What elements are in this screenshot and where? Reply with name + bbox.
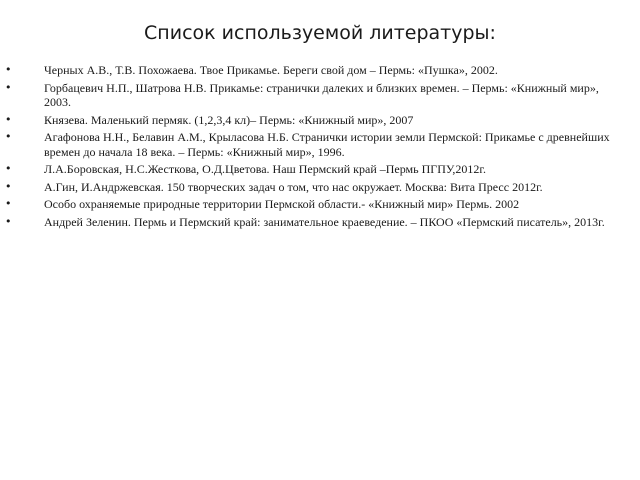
reference-item [0, 197, 610, 212]
bullet-icon: • [5, 214, 12, 228]
bullet-icon: • [5, 80, 12, 94]
slide-title: Список используемой литературы: [144, 22, 496, 44]
reference-text: Черных А.В., Т.В. Похожаева. Твое Прикамье. Береги свой дом – Пермь: «Пушка», 2002. [44, 63, 498, 77]
reference-item [0, 215, 610, 230]
bullet-icon: • [5, 63, 12, 76]
reference-text: Князева. Маленький пермяк. (1,2,3,4 кл)– Пермь: «Книжный мир», 2007 [44, 112, 414, 127]
reference-item [0, 81, 610, 110]
reference-list [0, 63, 610, 232]
reference-text: Андрей Зеленин. Пермь и Пермский край: занимательное краеведение. – ПКОО «Пермский писатель», 2013г. [44, 214, 605, 229]
bullet-icon: • [5, 162, 12, 175]
bullet-icon: • [5, 179, 12, 193]
bullet-icon: • [5, 112, 12, 126]
reference-item [0, 63, 610, 78]
reference-text: Особо охраняемые природные территории Пермской области.- «Книжный мир» Пермь. 2002 [44, 197, 520, 211]
reference-text: А.Гин, И.Андржевская. 150 творческих задач о том, что нас окружает. Москва: Вита Пресс 2012г. [44, 179, 543, 194]
reference-item [0, 180, 610, 195]
bullet-icon: • [5, 130, 12, 143]
reference-item [0, 130, 610, 159]
reference-text: Агафонова Н.Н., Белавин А.М., Крыласова Н.Б. Странички истории земли Пермской: Прикамье с древнейших времен до начала 18 века. – Пермь: «Книжный мир», 1996. [44, 130, 610, 159]
reference-item [0, 113, 610, 128]
reference-item [0, 162, 610, 177]
reference-text: Горбацевич Н.П., Шатрова Н.В. Прикамье: странички далеких и близких времен. – Пермь: «Книжный мир», 2003. [44, 80, 599, 109]
bullet-icon: • [5, 197, 12, 210]
reference-text: Л.А.Боровская, Н.С.Жесткова, О.Д.Цветова. Наш Пермский край –Пермь ПГПУ,2012г. [44, 162, 487, 176]
